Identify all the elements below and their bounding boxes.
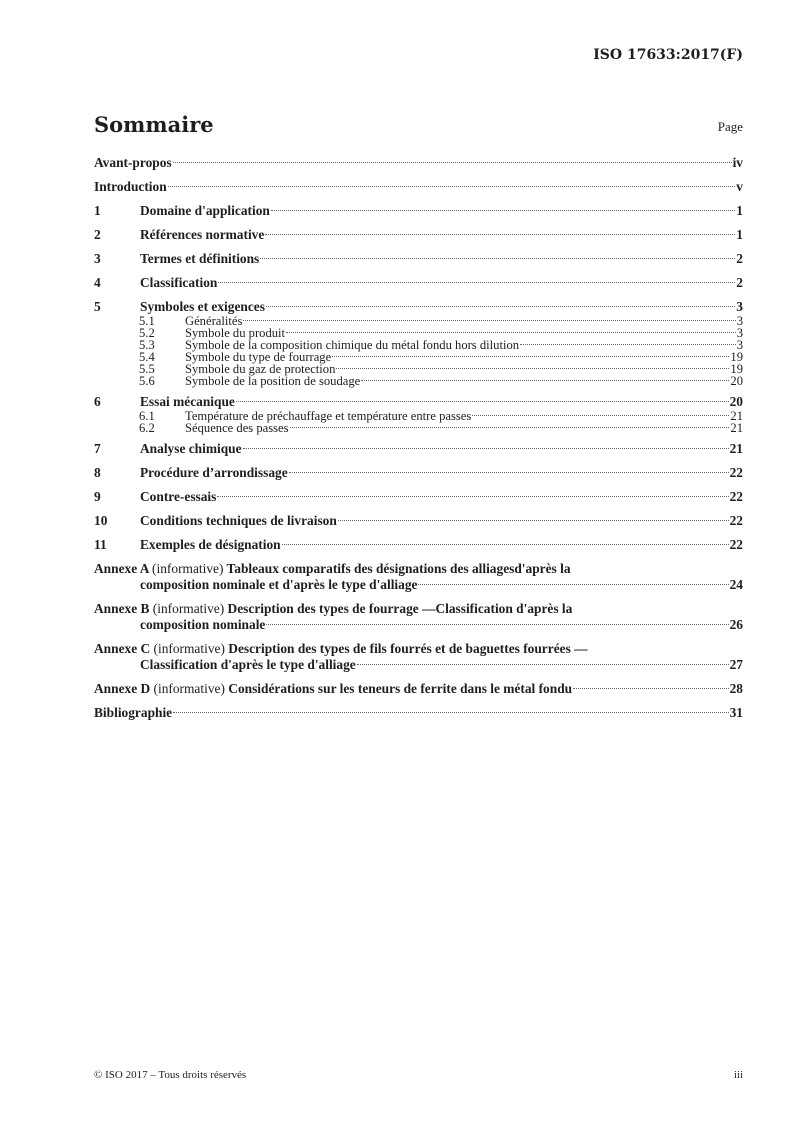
toc-entry-clause-7[interactable]: 7 Analyse chimique 21 [94,441,743,456]
toc-entry-clause-5[interactable]: 5 Symboles et exigences 3 [94,299,743,314]
toc-entry-5-5[interactable]: 5.5 Symbole du gaz de protection 19 [139,362,743,376]
toc-entry-5-6[interactable]: 5.6 Symbole de la position de soudage 20 [139,374,743,388]
document-id: ISO 17633:2017(F) [593,47,743,63]
page-column-label: Page [717,119,743,134]
toc-entry-annex-a[interactable]: Annexe A (informative) Tableaux comparatifs des désignations des alliagesd'après la composition nominale et d'après le type d'alliage 24 [94,561,743,592]
toc-entry-annex-c[interactable]: Annexe C (informative) Description des types de fils fourrés et de baguettes fourrées — Classification d'après le type d'alliage 27 [94,641,743,672]
toc-entry-6-1[interactable]: 6.1 Température de préchauffage et température entre passes 21 [139,409,743,423]
footer-page-number: iii [733,1069,743,1081]
toc-entry-clause-3[interactable]: 3 Termes et définitions 2 [94,251,743,266]
toc-entry-clause-11[interactable]: 11 Exemples de désignation 22 [94,537,743,552]
toc-entry-clause-4[interactable]: 4 Classification 2 [94,275,743,290]
toc-entry-clause-8[interactable]: 8 Procédure d’arrondissage 22 [94,465,743,480]
toc-entry-5-2[interactable]: 5.2 Symbole du produit 3 [139,326,743,340]
toc-entry-clause-6[interactable]: 6 Essai mécanique 20 [94,394,743,409]
toc-entry-5-3[interactable]: 5.3 Symbole de la composition chimique du métal fondu hors dilution 3 [139,338,743,352]
toc-entry-5-4[interactable]: 5.4 Symbole du type de fourrage 19 [139,350,743,364]
toc-entry-bibliography[interactable]: Bibliographie 31 [94,705,743,720]
toc-entry-foreword[interactable]: Avant-propos iv [94,155,743,170]
toc-entry-6-2[interactable]: 6.2 Séquence des passes 21 [139,421,743,435]
toc-entry-5-1[interactable]: 5.1 Généralités 3 [139,314,743,328]
table-of-contents [94,155,743,721]
toc-entry-annex-b[interactable]: Annexe B (informative) Description des types de fourrage —Classification d'après la composition nominale 26 [94,601,743,632]
toc-title: Sommaire [94,112,214,137]
footer-copyright: © ISO 2017 – Tous droits réservés [94,1069,247,1081]
toc-entry-clause-10[interactable]: 10 Conditions techniques de livraison 22 [94,513,743,528]
toc-entry-clause-9[interactable]: 9 Contre-essais 22 [94,489,743,504]
toc-entry-clause-1[interactable]: 1 Domaine d'application 1 [94,203,743,218]
toc-entry-annex-d[interactable]: Annexe D (informative) Considérations sur les teneurs de ferrite dans le métal fondu 28 [94,681,743,696]
toc-entry-introduction[interactable]: Introduction v [94,179,743,194]
toc-entry-clause-2[interactable]: 2 Références normative 1 [94,227,743,242]
